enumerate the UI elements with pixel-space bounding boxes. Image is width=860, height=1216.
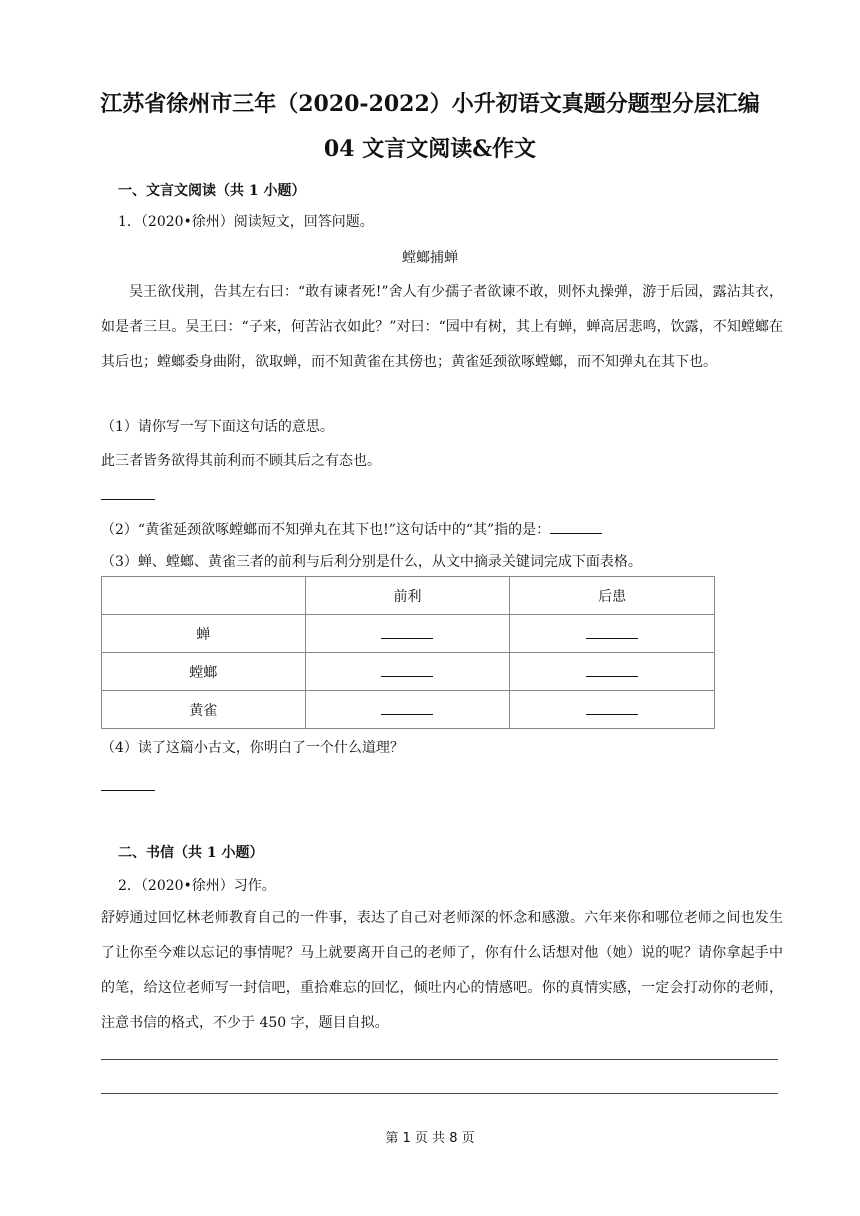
table-header-cell: 后患 xyxy=(510,577,715,615)
writing-line[interactable] xyxy=(101,1059,778,1060)
table-row-label: 蝉 xyxy=(102,615,306,653)
table-row xyxy=(102,653,715,691)
table-cell-blank xyxy=(510,653,715,691)
table-header-row xyxy=(102,577,715,615)
document-title-line2: 04 文言文阅读&作文 xyxy=(323,136,537,162)
sub-question-1-sentence: 此三者皆务欲得其前利而不顾其后之有态也。 xyxy=(101,453,381,469)
table-cell-blank xyxy=(305,653,510,691)
table-row xyxy=(102,691,715,729)
answer-blank[interactable] xyxy=(586,624,638,639)
passage-text: 吴王欲伐荆，告其左右曰：“敢有谏者死!”舍人有少孺子者欲谏不敢，则怀丸操弹，游于后园，露沾其衣，如是者三旦。吴王曰：“子来，何苦沾衣如此？”对曰：“园中有树，其上有蝉，蝉高居悲鸣，饮露，不知螳螂在其后也；螳螂委身曲附，欲取蝉，而不知黄雀在其傍也；黄雀延颈欲啄螳螂，而不知弹丸在其下也。 xyxy=(101,284,783,370)
table-header-cell: 前利 xyxy=(305,577,510,615)
answer-blank[interactable] xyxy=(381,700,433,715)
sub-question-3: （3）蝉、螳螂、黄雀三者的前利与后利分别是什么，从文中摘录关键词完成下面表格。 xyxy=(101,554,642,570)
writing-line[interactable] xyxy=(101,1093,778,1094)
table-header-cell xyxy=(102,577,306,615)
section-heading-classical: 一、文言文阅读（共 1 小题） xyxy=(118,183,306,199)
answer-table xyxy=(101,576,715,729)
section-heading-letter: 二、书信（共 1 小题） xyxy=(118,845,264,861)
sub-question-4: （4）读了这篇小古文，你明白了一个什么道理？ xyxy=(101,740,404,756)
answer-blank[interactable] xyxy=(586,700,638,715)
table-row xyxy=(102,615,715,653)
page-number: 第 1 页 共 8 页 xyxy=(385,1131,475,1146)
writing-prompt: 舒婷通过回忆林老师教育自己的一件事，表达了自己对老师深的怀念和感激。六年来你和哪位老师之间也发生了让你至今难以忘记的事情呢？马上就要离开自己的老师了，你有什么话想对他（她）说的呢？请你拿起手中的笔，给这位老师写一封信吧，重拾难忘的回忆，倾吐内心的情感吧。你的真情实感，一定会打动你的老师，注意书信的格式，不少于 450 字，题目自拟。 xyxy=(101,910,783,1031)
table-row-label: 螳螂 xyxy=(102,653,306,691)
passage-title: 螳螂捕蝉 xyxy=(402,250,458,266)
sub-question-1: （1）请你写一写下面这句话的意思。 xyxy=(101,419,334,435)
answer-blank-q2[interactable] xyxy=(550,519,602,534)
table-cell-blank xyxy=(510,691,715,729)
answer-blank-q4[interactable] xyxy=(101,790,155,791)
table-cell-blank xyxy=(305,615,510,653)
table-cell-blank xyxy=(305,691,510,729)
answer-blank[interactable] xyxy=(381,624,433,639)
document-title-line1: 江苏省徐州市三年（2020-2022）小升初语文真题分题型分层汇编 xyxy=(100,91,760,117)
table-row-label: 黄雀 xyxy=(102,691,306,729)
answer-blank[interactable] xyxy=(381,662,433,677)
question-2-stem: 2．（2020•徐州）习作。 xyxy=(118,878,276,894)
table-cell-blank xyxy=(510,615,715,653)
answer-blank[interactable] xyxy=(586,662,638,677)
sub-question-2 xyxy=(101,519,602,540)
question-1-stem: 1．（2020•徐州）阅读短文，回答问题。 xyxy=(118,214,374,230)
answer-blank-q1[interactable] xyxy=(101,499,155,500)
sub-question-2-text: （2）“黄雀延颈欲啄螳螂而不知弹丸在其下也!”这句话中的“其”指的是： xyxy=(101,522,551,538)
